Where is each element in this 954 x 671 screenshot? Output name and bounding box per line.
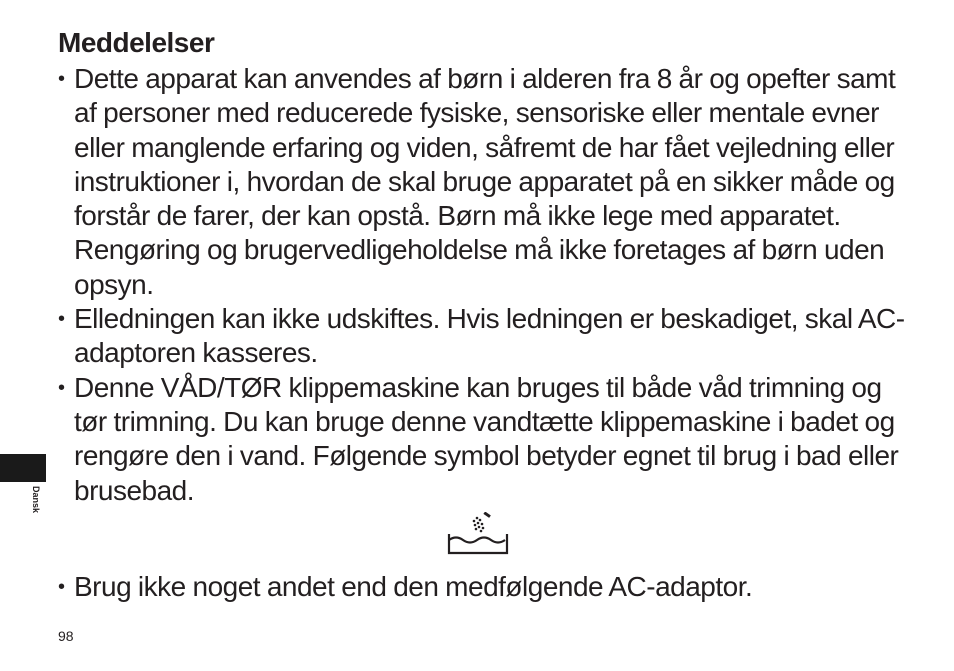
shower-bath-icon bbox=[446, 512, 510, 556]
notice-item-cord: • Elledningen kan ikke udskiftes. Hvis ledningen er beskadiget, skal AC-adaptoren kasseres. bbox=[58, 302, 918, 371]
notice-item-adaptor: • Brug ikke noget andet end den medfølgende AC-adaptor. bbox=[58, 570, 918, 604]
section-heading: Meddelelser bbox=[58, 27, 215, 58]
page-number: 98 bbox=[58, 628, 74, 644]
language-label: Dansk bbox=[31, 486, 41, 514]
symbol-row bbox=[58, 508, 918, 570]
notice-item-children: • Dette apparat kan anvendes af børn i alderen fra 8 år og opefter samt af personer med reducerede fysiske, sensoriske eller mentale evner eller manglende erfaring og viden, såfremt de har fået vejledning eller instruktioner i, hvordan de skal bruge apparatet på en sikker måde og forstår de farer, der kan opstå. Børn må ikke lege med apparatet. Rengøring og brugervedligeholdelse må ikke foretages af børn uden opsyn. bbox=[58, 62, 918, 302]
notice-item-wet-dry: • Denne VÅD/TØR klippemaskine kan bruges til både våd trimning og tør trimning. Du kan bruge denne vandtætte klippemaskine i badet og rengøre den i vand. Følgende symbol betyder egnet til brug i bad eller brusebad. bbox=[58, 371, 918, 508]
notice-list bbox=[58, 62, 918, 604]
language-tab bbox=[0, 454, 46, 482]
